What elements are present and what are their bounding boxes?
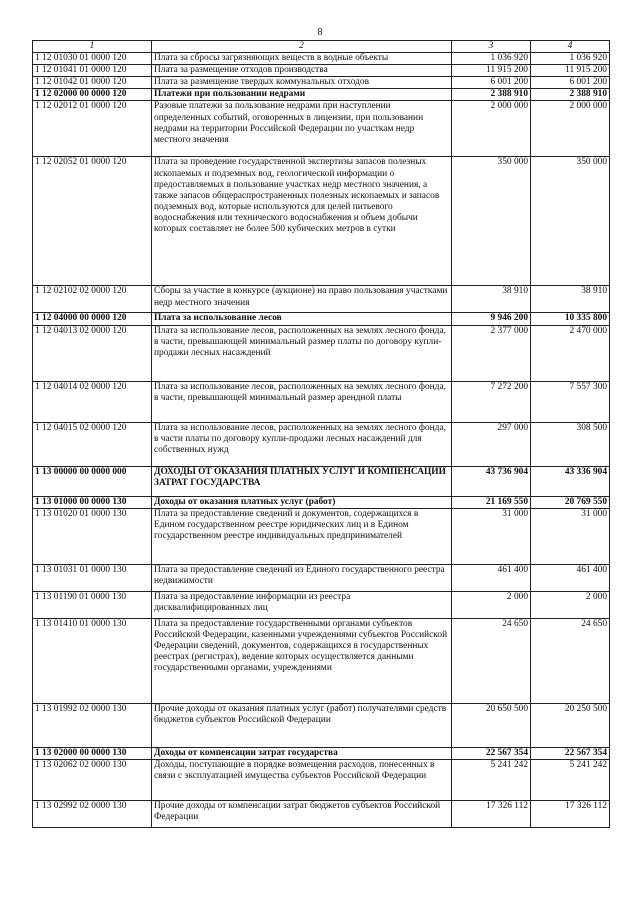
table-row-total [33,89,610,101]
income-name-cell: Плата за использование лесов, расположенных на землях лесного фонда, в части платы по договору купли-продажи лесных насаждений для собственных нужд [152,422,452,466]
value-year-1-cell: 17 326 112 [452,800,531,827]
budget-code-cell: 1 12 01042 01 0000 120 [33,77,152,89]
revenue-table [32,40,610,828]
income-name-cell: Плата за использование лесов [152,313,452,325]
budget-code-cell: 1 13 01190 01 0000 130 [33,591,152,618]
value-year-1-cell: 1 036 920 [452,53,531,65]
value-year-1-cell: 38 910 [452,286,531,313]
value-year-2-cell: 10 335 800 [531,313,610,325]
income-name-cell: Доходы от оказания платных услуг (работ) [152,496,452,508]
income-name-cell: Прочие доходы от компенсации затрат бюджетов субъектов Российской Федерации [152,800,452,827]
value-year-1-cell: 297 000 [452,422,531,466]
income-name-cell: Прочие доходы от оказания платных услуг (работ) получателями средств бюджетов субъектов Российской Федерации [152,703,452,747]
table-row-total [33,313,610,325]
value-year-2-cell: 2 388 910 [531,89,610,101]
column-number-code: 1 [33,41,152,53]
value-year-2-cell: 461 400 [531,564,610,591]
budget-code-cell: 1 12 02102 02 0000 120 [33,286,152,313]
budget-code-cell: 1 13 01410 01 0000 130 [33,618,152,703]
income-name-cell: Плата за размещение твердых коммунальных отходов [152,77,452,89]
budget-code-cell: 1 12 01030 01 0000 120 [33,53,152,65]
table-row-total [33,747,610,759]
budget-code-cell: 1 12 04015 02 0000 120 [33,422,152,466]
table-row [33,422,610,466]
table-row-total [33,466,610,496]
table-row [33,77,610,89]
value-year-1-cell: 21 169 550 [452,496,531,508]
income-name-cell: Доходы от компенсации затрат государства [152,747,452,759]
table-row [33,703,610,747]
income-name-cell: Разовые платежи за пользование недрами при наступлении определенных событий, оговоренных в лицензии, при пользовании недрами на территории Российской Федерации по участкам недр местного значения [152,101,452,157]
value-year-1-cell: 6 001 200 [452,77,531,89]
budget-code-cell: 1 13 01000 00 0000 130 [33,496,152,508]
budget-code-cell: 1 12 04000 00 0000 120 [33,313,152,325]
value-year-1-cell: 7 272 200 [452,381,531,422]
column-number-value-1: 3 [452,41,531,53]
revenue-table-body [33,41,610,828]
budget-code-cell: 1 13 01992 02 0000 130 [33,703,152,747]
income-name-cell: Плата за проведение государственной экспертизы запасов полезных ископаемых и подземных вод, геологической информации о предоставляемых в пользование участках недр местного значения, а также запасов общераспространенных полезных ископаемых и запасов подземных вод, которые используются для целей питьевого водоснабжения или технического водоснабжения и объем добычи которых составляет не более 500 кубических метров в сутки [152,157,452,286]
value-year-2-cell: 20 769 550 [531,496,610,508]
table-row [33,618,610,703]
column-number-name: 2 [152,41,452,53]
value-year-1-cell: 461 400 [452,564,531,591]
value-year-1-cell: 2 377 000 [452,325,531,381]
income-name-cell: Доходы, поступающие в порядке возмещения расходов, понесенных в связи с эксплуатацией имущества субъектов Российской Федерации [152,759,452,800]
table-row [33,508,610,564]
income-name-cell: Плата за сбросы загрязняющих веществ в водные объекты [152,53,452,65]
value-year-1-cell: 2 000 000 [452,101,531,157]
budget-code-cell: 1 12 02012 01 0000 120 [33,101,152,157]
budget-code-cell: 1 13 02000 00 0000 130 [33,747,152,759]
budget-code-cell: 1 13 01031 01 0000 130 [33,564,152,591]
value-year-2-cell: 2 470 000 [531,325,610,381]
budget-code-cell: 1 12 04014 02 0000 120 [33,381,152,422]
value-year-2-cell: 308 500 [531,422,610,466]
value-year-1-cell: 9 946 200 [452,313,531,325]
value-year-2-cell: 38 910 [531,286,610,313]
income-name-cell: Плата за предоставление государственными органами субъектов Российской Федерации, казенными учреждениями субъектов Российской Федерации сведений, документов, содержащихся в государственных реестрах (регистрах), ведение которых осуществляется данными государственными органами, учреждениями [152,618,452,703]
budget-code-cell: 1 13 00000 00 0000 000 [33,466,152,496]
value-year-2-cell: 17 326 112 [531,800,610,827]
value-year-1-cell: 2 000 [452,591,531,618]
budget-code-cell: 1 13 01020 01 0000 130 [33,508,152,564]
value-year-1-cell: 5 241 242 [452,759,531,800]
column-number-value-2: 4 [531,41,610,53]
value-year-2-cell: 24 650 [531,618,610,703]
income-name-cell: Плата за предоставление информации из реестра дисквалифицированных лиц [152,591,452,618]
value-year-2-cell: 5 241 242 [531,759,610,800]
value-year-1-cell: 22 567 354 [452,747,531,759]
income-name-cell: Сборы за участие в конкурсе (аукционе) на право пользования участками недр местного значения [152,286,452,313]
value-year-2-cell: 31 000 [531,508,610,564]
table-row [33,759,610,800]
value-year-2-cell: 1 036 920 [531,53,610,65]
value-year-2-cell: 22 567 354 [531,747,610,759]
income-name-cell: Платежи при пользовании недрами [152,89,452,101]
value-year-2-cell: 43 336 904 [531,466,610,496]
table-row [33,53,610,65]
value-year-1-cell: 24 650 [452,618,531,703]
value-year-2-cell: 6 001 200 [531,77,610,89]
budget-code-cell: 1 13 02992 02 0000 130 [33,800,152,827]
table-row [33,65,610,77]
column-number-row [33,41,610,53]
table-row [33,591,610,618]
budget-code-cell: 1 13 02062 02 0000 130 [33,759,152,800]
page-number: 8 [317,27,323,38]
value-year-1-cell: 43 736 904 [452,466,531,496]
value-year-2-cell: 2 000 [531,591,610,618]
table-row [33,800,610,827]
income-name-cell: Плата за размещение отходов производства [152,65,452,77]
table-row [33,157,610,286]
budget-code-cell: 1 12 01041 01 0000 120 [33,65,152,77]
value-year-1-cell: 31 000 [452,508,531,564]
value-year-2-cell: 11 915 200 [531,65,610,77]
income-name-cell: ДОХОДЫ ОТ ОКАЗАНИЯ ПЛАТНЫХ УСЛУГ И КОМПЕНСАЦИИ ЗАТРАТ ГОСУДАРСТВА [152,466,452,496]
table-row [33,101,610,157]
value-year-1-cell: 350 000 [452,157,531,286]
budget-code-cell: 1 12 04013 02 0000 120 [33,325,152,381]
budget-code-cell: 1 12 02052 01 0000 120 [33,157,152,286]
table-row [33,564,610,591]
table-row [33,325,610,381]
table-row [33,381,610,422]
value-year-1-cell: 20 650 500 [452,703,531,747]
table-row-total [33,496,610,508]
value-year-2-cell: 7 557 300 [531,381,610,422]
value-year-1-cell: 11 915 200 [452,65,531,77]
value-year-2-cell: 2 000 000 [531,101,610,157]
value-year-1-cell: 2 388 910 [452,89,531,101]
income-name-cell: Плата за предоставление сведений из Единого государственного реестра недвижимости [152,564,452,591]
value-year-2-cell: 20 250 500 [531,703,610,747]
income-name-cell: Плата за использование лесов, расположенных на землях лесного фонда, в части, превышающей минимальный размер арендной платы [152,381,452,422]
table-row [33,286,610,313]
budget-code-cell: 1 12 02000 00 0000 120 [33,89,152,101]
value-year-2-cell: 350 000 [531,157,610,286]
income-name-cell: Плата за предоставление сведений и документов, содержащихся в Едином государственном реестре юридических лиц и в Едином государственном реестре индивидуальных предпринимателей [152,508,452,564]
income-name-cell: Плата за использование лесов, расположенных на землях лесного фонда, в части, превышающей минимальный размер платы по договору купли-продажи лесных насаждений [152,325,452,381]
